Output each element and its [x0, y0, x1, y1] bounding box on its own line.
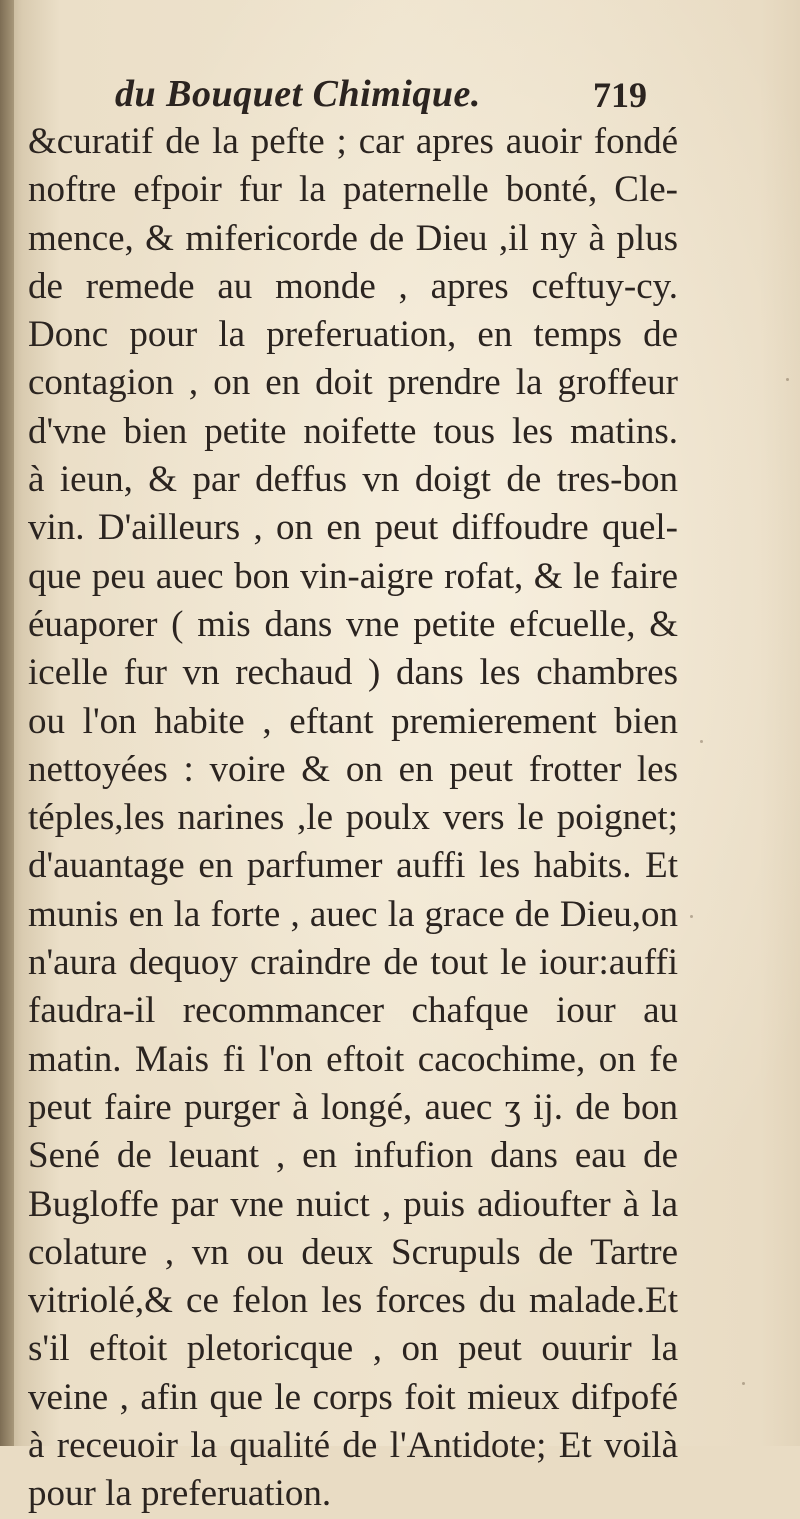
text-line: noftre efpoir fur la paternelle bonté, Cle- — [28, 169, 678, 211]
text-line: éuaporer ( mis dans vne petite efcuelle, & — [28, 603, 678, 645]
paper-speckle — [742, 1382, 745, 1385]
paper-speckle — [786, 378, 789, 381]
page-gutter-shadow — [0, 0, 14, 1446]
text-line: d'auantage en parfumer auffi les habits. Et — [28, 845, 678, 887]
paper-speckle — [690, 915, 693, 918]
text-line: téples,les narines ,le poulx vers le poignet; — [28, 797, 678, 839]
text-line: Donc pour la preferuation, en temps de — [28, 314, 678, 356]
text-line: de remede au monde , apres ceftuy-cy. — [28, 265, 678, 307]
text-line: à receuoir la qualité de l'Antidote; Et voilà — [28, 1425, 678, 1467]
text-line: vitriolé,& ce felon les forces du malade.Et — [28, 1280, 678, 1322]
text-line: Sené de leuant , en infufion dans eau de — [28, 1135, 678, 1177]
text-line: peut faire purger à longé, auec ʒ ij. de bon — [28, 1086, 678, 1128]
text-line: pour la preferuation. — [28, 1473, 332, 1515]
page-number: 719 — [593, 75, 647, 115]
text-line: veine , afin que le corps foit mieux difpofé — [28, 1376, 678, 1418]
text-line: s'il eftoit pletoricque , on peut ouurir la — [28, 1328, 678, 1370]
text-line: matin. Mais fi l'on eftoit cacochime, on fe — [28, 1038, 678, 1080]
text-line: colature , vn ou deux Scrupuls de Tartre — [28, 1231, 678, 1273]
text-line: nettoyées : voire & on en peut frotter les — [28, 748, 678, 790]
text-line: d'vne bien petite noifette tous les matins. — [28, 410, 678, 452]
text-line: que peu auec bon vin-aigre rofat, & le faire — [28, 555, 678, 597]
text-line: contagion , on en doit prendre la groffeur — [28, 362, 678, 404]
running-head: du Bouquet Chimique. — [115, 73, 481, 115]
text-line: mence, & mifericorde de Dieu ,il ny à plus — [28, 217, 678, 259]
text-line: icelle fur vn rechaud ) dans les chambres — [28, 652, 678, 694]
text-line: faudra-il recommancer chafque iour au — [28, 990, 678, 1032]
body-text — [28, 118, 678, 1519]
text-line: &curatif de la pefte ; car apres auoir fondé — [28, 121, 678, 162]
text-line: n'aura dequoy craindre de tout le iour:auffi — [28, 942, 678, 984]
text-line: vin. D'ailleurs , on en peut diffoudre quel- — [28, 507, 678, 549]
text-line: Bugloffe par vne nuict , puis adioufter à la — [28, 1183, 678, 1225]
text-line: munis en la forte , auec la grace de Dieu,on — [28, 893, 678, 935]
paper-speckle — [700, 740, 703, 743]
text-line: à ieun, & par deffus vn doigt de tres-bon — [28, 459, 678, 501]
text-line: ou l'on habite , eftant premierement bien — [28, 700, 678, 742]
